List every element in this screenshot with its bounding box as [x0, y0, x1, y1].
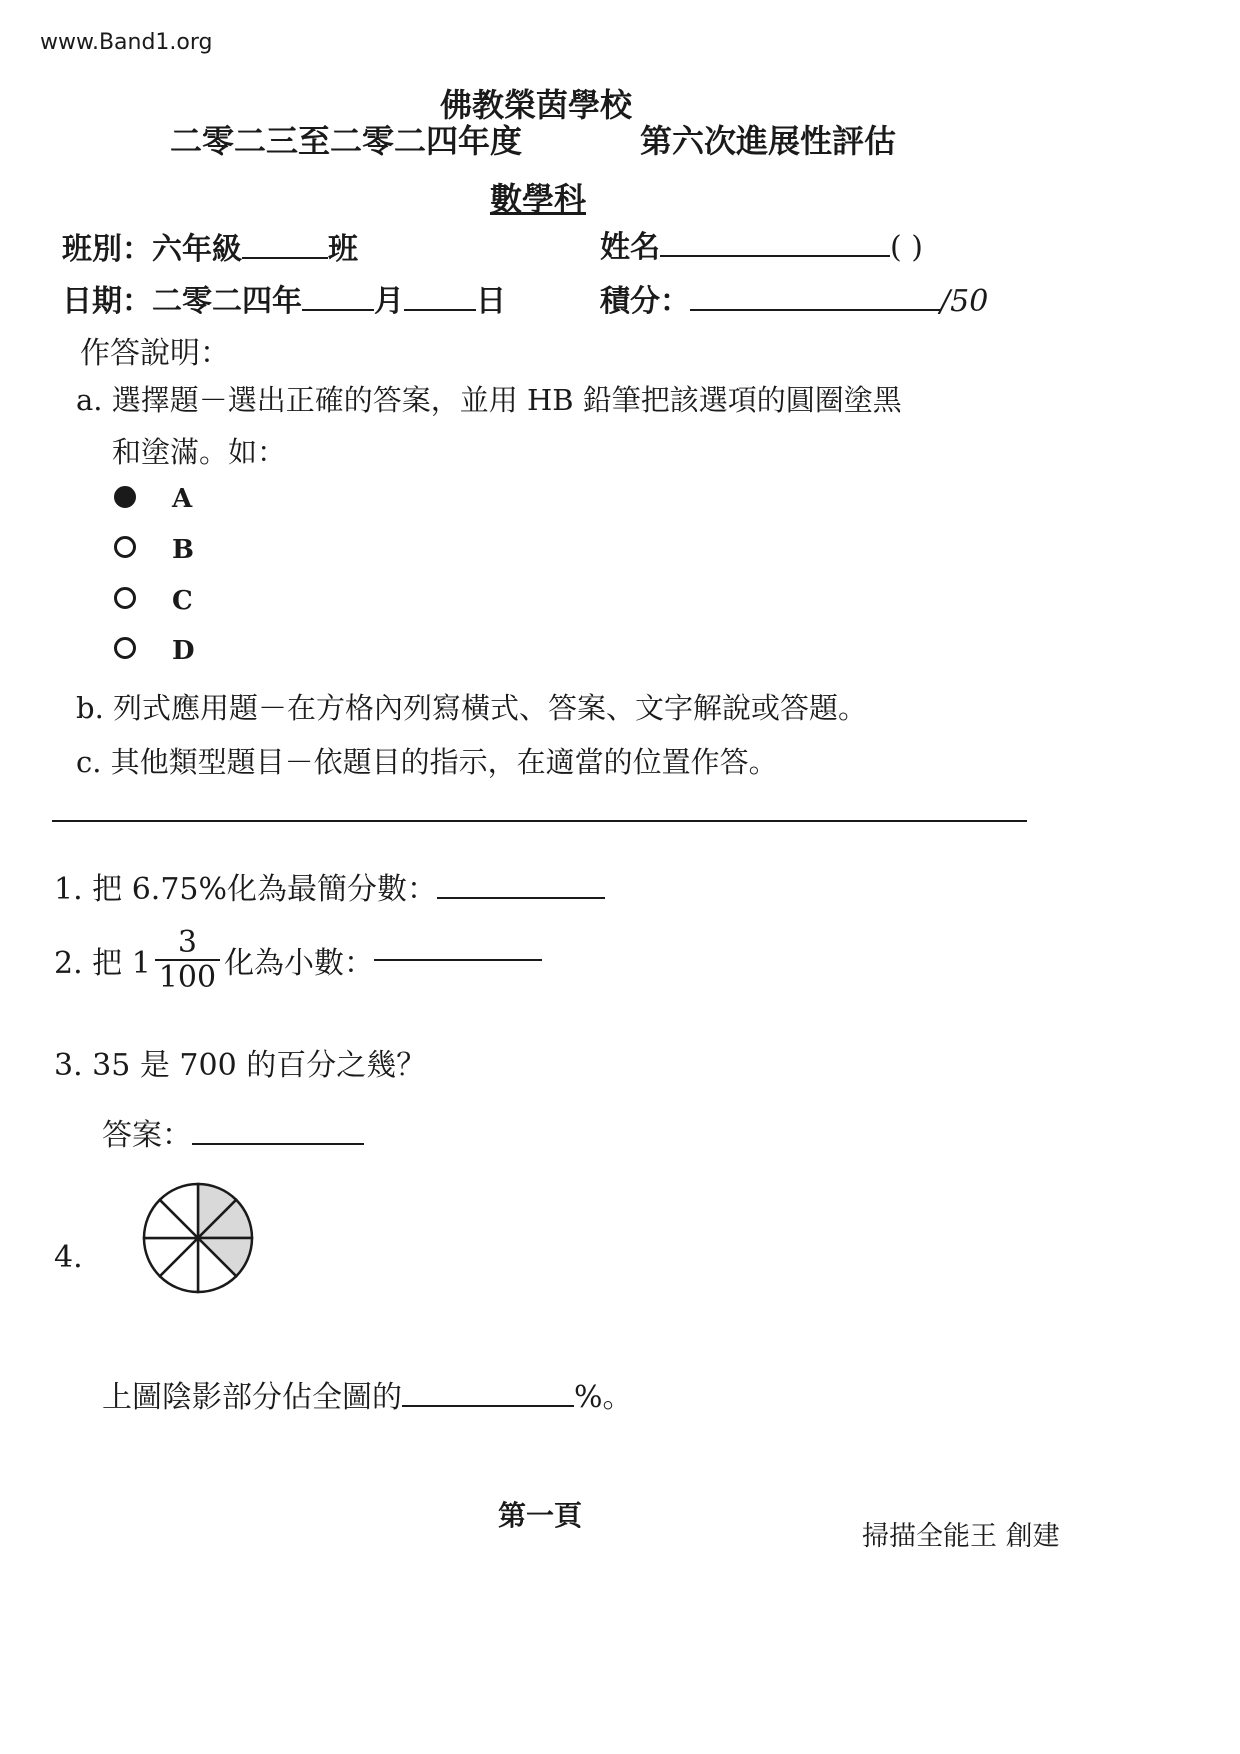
instruction-b: b. 列式應用題－在方格內列寫橫式、答案、文字解說或答題。 [76, 691, 868, 725]
answer-label: 答案： [102, 1118, 192, 1153]
assessment-title: 第六次進展性評估 [640, 122, 897, 160]
score-label: 積分： [600, 284, 690, 319]
school-year: 二零二三至二零二四年度 [170, 122, 523, 160]
question-2 [54, 926, 542, 994]
month-blank[interactable] [302, 309, 374, 311]
class-label: 班別：六年級 [62, 232, 242, 267]
question-4-number: 4. [54, 1240, 83, 1275]
option-a-bubble[interactable] [114, 486, 136, 508]
instruction-a-line1: a. 選擇題－選出正確的答案，並用 HB 鉛筆把該選項的圓圈塗黑 [76, 383, 902, 417]
option-c-label: C [172, 586, 193, 616]
question-2-prefix: 2. 把 1 [54, 946, 151, 981]
instruction-a-line2: 和塗滿。如： [112, 435, 287, 469]
question-2-suffix: 化為小數： [224, 946, 375, 981]
day-blank[interactable] [404, 309, 476, 311]
fraction-denominator: 100 [158, 960, 217, 995]
option-d-label: D [172, 636, 195, 666]
fraction-numerator: 3 [155, 926, 220, 961]
score-total: /50 [940, 284, 989, 319]
instructions-title: 作答說明： [80, 336, 230, 371]
question-3-text: 3. 35 是 700 的百分之幾？ [54, 1048, 427, 1083]
date-label: 日期：二零二四年 [62, 284, 302, 319]
class-field [62, 224, 358, 268]
question-2-fraction [155, 926, 220, 994]
question-4-unit: %。 [574, 1380, 633, 1415]
option-c-bubble[interactable] [114, 587, 136, 609]
name-paren: ( ) [890, 230, 923, 265]
watermark-url: www.Band1.org [40, 30, 213, 55]
name-blank[interactable] [660, 255, 890, 257]
name-label: 姓名 [600, 230, 660, 265]
school-title: 佛教榮茵學校 [440, 86, 633, 124]
option-a-label: A [172, 484, 193, 514]
question-3-blank[interactable] [192, 1143, 364, 1145]
section-divider [52, 820, 1027, 822]
date-field [62, 276, 506, 320]
option-b-bubble[interactable] [114, 536, 136, 558]
class-blank[interactable] [242, 257, 328, 259]
question-1-text: 1. 把 6.75%化為最簡分數： [54, 872, 437, 907]
month-label: 月 [374, 284, 404, 319]
option-d-bubble[interactable] [114, 637, 136, 659]
class-suffix: 班 [328, 232, 358, 267]
question-4-label: 上圖陰影部分佔全圖的 [102, 1380, 402, 1415]
subject-title: 數學科 [490, 180, 587, 218]
instruction-c: c. 其他類型題目－依題目的指示，在適當的位置作答。 [76, 745, 778, 779]
day-label: 日 [476, 284, 506, 319]
question-3-answer [102, 1110, 364, 1154]
score-blank[interactable] [690, 309, 940, 311]
question-2-blank[interactable] [374, 959, 542, 961]
watermark-scanner: 掃描全能王 創建 [862, 1521, 1060, 1552]
question-4-blank[interactable] [402, 1405, 574, 1407]
question-4-text [102, 1372, 633, 1416]
name-field [600, 222, 923, 266]
question-1-blank[interactable] [437, 897, 605, 899]
question-1 [54, 864, 605, 908]
page-number: 第一頁 [498, 1499, 583, 1532]
score-field [600, 276, 988, 320]
option-b-label: B [172, 535, 194, 565]
question-4-pie [136, 1176, 260, 1300]
